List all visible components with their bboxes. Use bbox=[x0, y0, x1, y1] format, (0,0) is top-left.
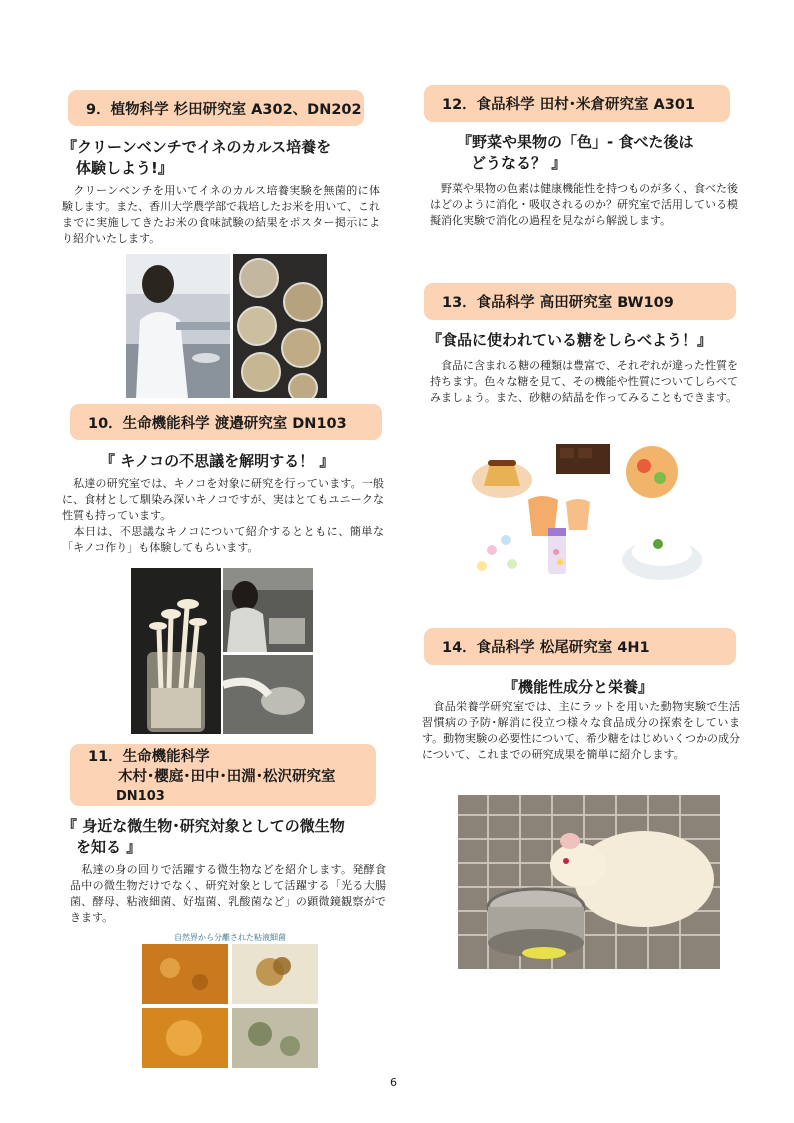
page-number: 6 bbox=[390, 1076, 397, 1089]
section-11-figure-myxobacteria bbox=[140, 930, 320, 1070]
section-9-photo-callus-dishes bbox=[233, 254, 327, 398]
section-12-title-line-1: 『野菜や果物の「色」- 食べた後は bbox=[457, 133, 694, 151]
section-11-figure-caption: 自然界から分離された粘液細菌 bbox=[174, 933, 286, 942]
section-12-title bbox=[457, 132, 747, 174]
section-12-header bbox=[424, 85, 730, 122]
section-12-title-line-2: どうなる？ 』 bbox=[471, 154, 567, 172]
section-10-title: 『 キノコの不思議を解明する！ 』 bbox=[100, 452, 335, 470]
section-14-header-text: 14．食品科学 松尾研究室 4H1 bbox=[442, 640, 650, 656]
section-12-header-text: 12．食品科学 田村･米倉研究室 A301 bbox=[442, 97, 696, 113]
section-11-header-line-3: DN103 bbox=[116, 789, 165, 804]
section-11-title-line-2: を知る 』 bbox=[76, 838, 142, 856]
section-10-header bbox=[70, 404, 382, 440]
section-13-header-text: 13．食品科学 高田研究室 BW109 bbox=[442, 295, 674, 311]
section-10-body-para-1: 私達の研究室では、キノコを対象に研究を行っています。一般に、食材として馴染み深いキノコですが、実はとてもユニークな性質も持っています。 bbox=[62, 477, 384, 522]
section-9-title-line-1: 『クリーンベンチでイネのカルス培養を bbox=[62, 138, 332, 156]
section-14-body: 食品栄養学研究室では、主にラットを用いた動物実験で生活習慣病の予防･解消に役立つ様々な食品成分の探索をしています。動物実験の必要性について、希少糖をはじめいくつかの成分について、これまでの研究成果を簡単に紹介します。 bbox=[422, 700, 740, 761]
section-10-photo-lab-work-top bbox=[223, 568, 313, 652]
section-9-header bbox=[68, 90, 364, 126]
section-11-title-line-1: 『 身近な微生物･研究対象としての微生物 bbox=[62, 817, 345, 835]
section-11-header bbox=[70, 744, 376, 806]
section-13-body: 食品に含まれる糖の種類は豊富で、それぞれが違った性質を持ちます。色々な糖を見て、その機能や性質についてしらべてみましょう。また、砂糖の結晶を作ってみることもできます。 bbox=[430, 359, 738, 404]
section-10-photo-lab-work-bottom bbox=[223, 655, 313, 734]
section-12-body: 野菜や果物の色素は健康機能性を持つものが多く、食べた後はどのように消化・吸収されるのか？研究室で活用している模擬消化実験で消化の過程を見ながら解説します。 bbox=[430, 182, 738, 227]
section-10-body-para-2: 本日は、不思議なキノコについて紹介するとともに、簡単な「キノコ作り」も体験してもらいます。 bbox=[62, 525, 384, 554]
section-9-photo-clean-bench bbox=[126, 254, 230, 398]
section-11-body: 私達の身の回りで活躍する微生物などを紹介します。発酵食品中の微生物だけでなく、研究対象として活躍する「光る大腸菌、酵母、粘液細菌、好塩菌、乳酸菌など」の顕微鏡観察ができます。 bbox=[70, 863, 386, 924]
section-10-photo-mushrooms bbox=[131, 568, 221, 734]
section-13-header bbox=[424, 283, 736, 320]
section-14-header bbox=[424, 628, 736, 665]
section-11-header-line-2: 木村･櫻庭･田中･田淵･松沢研究室 bbox=[118, 769, 336, 785]
section-14-photo-rat bbox=[458, 795, 720, 969]
section-9-header-text: 9．植物科学 杉田研究室 A302、DN202 bbox=[86, 101, 362, 118]
section-10-header-text: 10．生命機能科学 渡邉研究室 DN103 bbox=[88, 415, 347, 432]
section-9-title-line-2: 体験しよう!』 bbox=[76, 159, 173, 177]
section-10-body bbox=[62, 476, 384, 556]
section-14-title: 『機能性成分と栄養』 bbox=[503, 678, 654, 696]
section-11-title bbox=[62, 816, 388, 858]
section-13-title: 『食品に使われている糖をしらべよう！』 bbox=[427, 331, 713, 349]
section-11-header-line-1: 11．生命機能科学 bbox=[88, 749, 210, 765]
section-9-body: クリーンベンチを用いてイネのカルス培養実験を無菌的に体験します。また、香川大学農学部で栽培したお米を用いて、これまでに実施してきたお米の食味試験の結果をポスター掲示により紹介いたします。 bbox=[62, 184, 380, 245]
section-9-title bbox=[62, 137, 382, 179]
section-13-collage-sweets bbox=[462, 440, 708, 586]
